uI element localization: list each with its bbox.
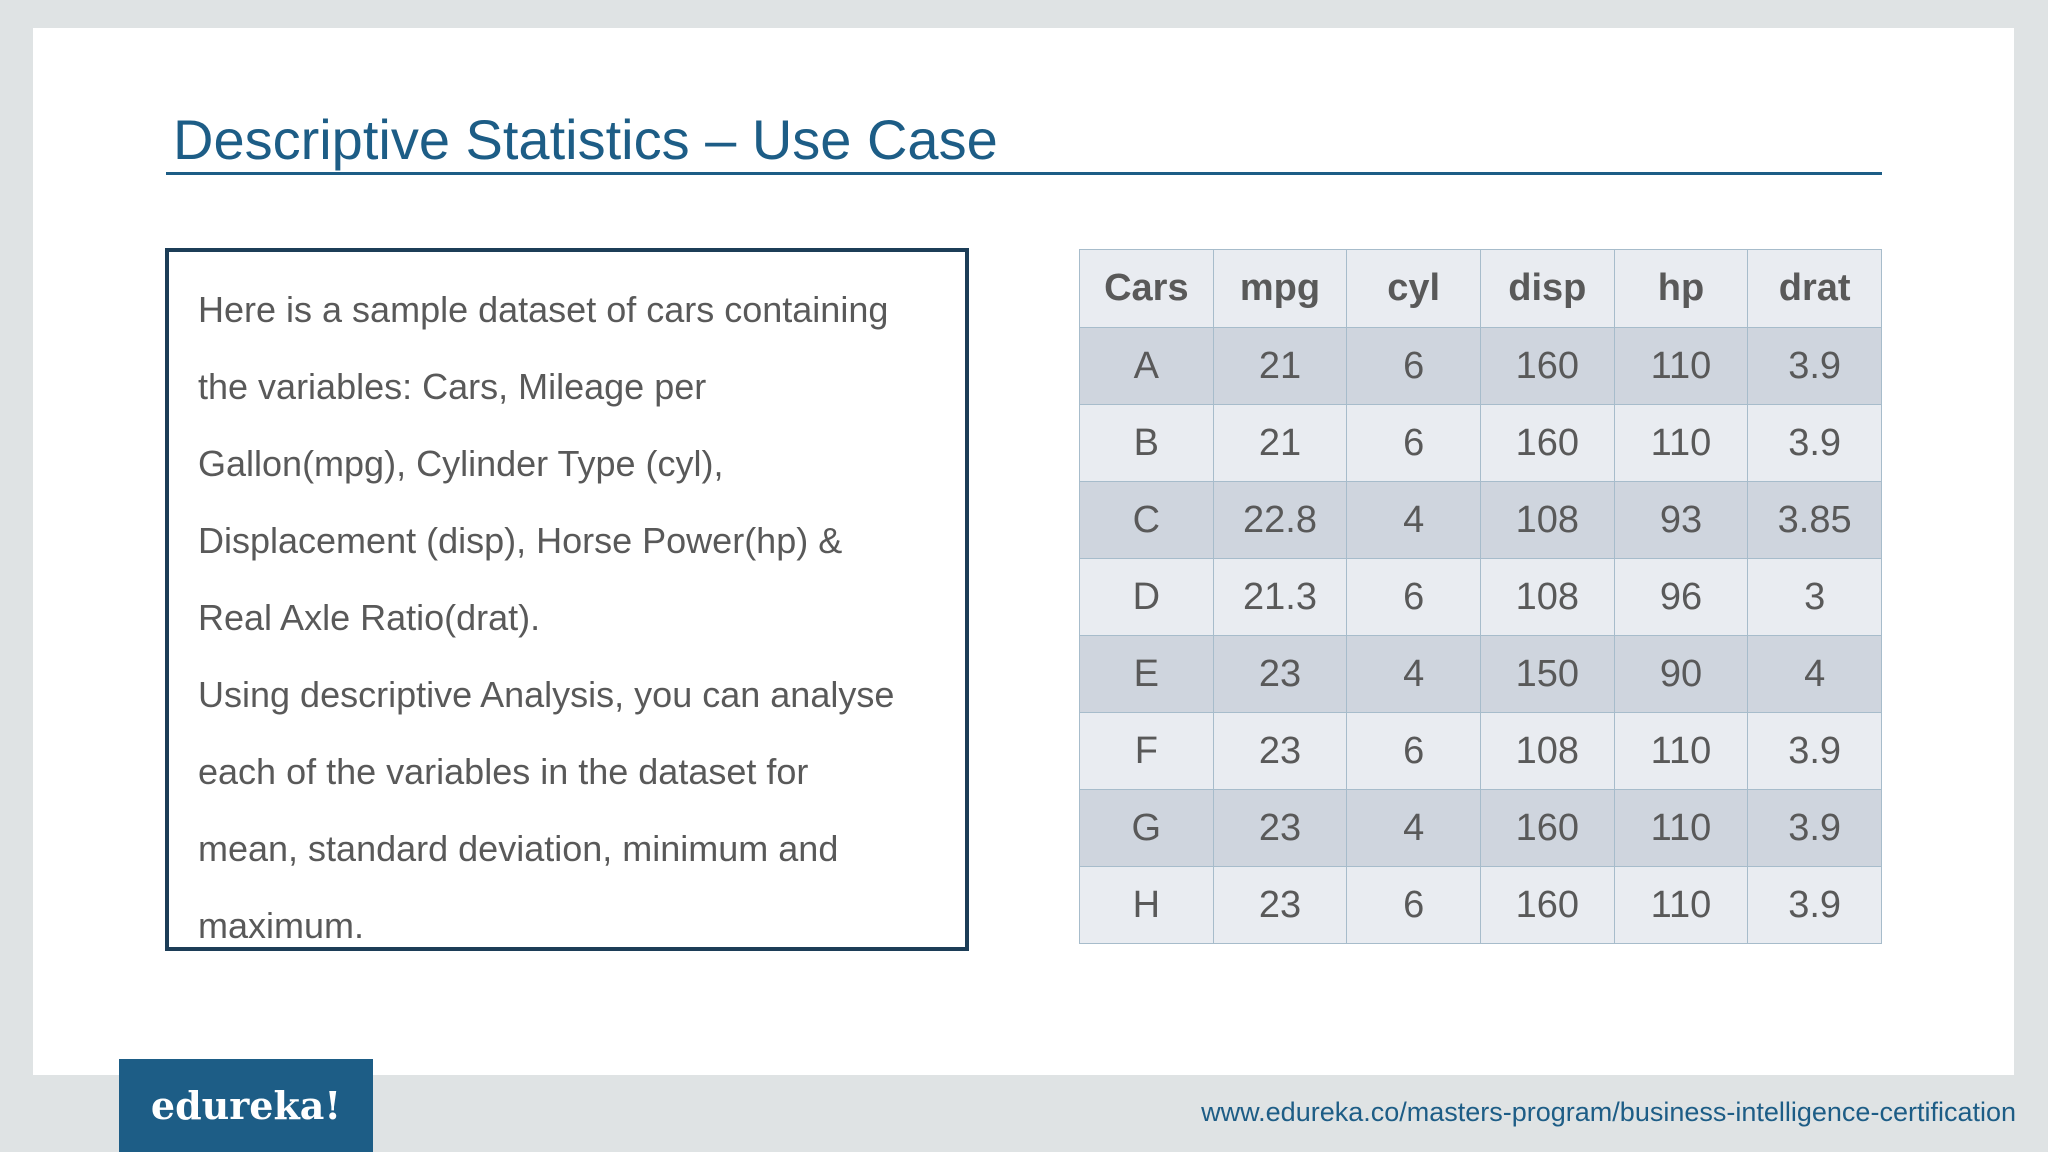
table-cell: 4 — [1347, 636, 1481, 713]
table-cell: 93 — [1614, 482, 1748, 559]
table-cell: 96 — [1614, 559, 1748, 636]
slide-title: Descriptive Statistics – Use Case — [173, 108, 998, 171]
table-cell: C — [1080, 482, 1214, 559]
logo-text: edureka! — [150, 1083, 342, 1128]
table-cell: 3.9 — [1748, 328, 1882, 405]
table-cell: 6 — [1347, 713, 1481, 790]
table-cell: 108 — [1480, 482, 1614, 559]
table-cell: 110 — [1614, 790, 1748, 867]
table-cell: 6 — [1347, 328, 1481, 405]
table-cell: 23 — [1213, 713, 1347, 790]
table-cell: 110 — [1614, 713, 1748, 790]
table-cell: 160 — [1480, 867, 1614, 944]
footer-url-link[interactable]: www.edureka.co/masters-program/business-intelligence-certification — [1201, 1097, 2016, 1127]
table-cell: 22.8 — [1213, 482, 1347, 559]
table-row — [1080, 713, 1882, 790]
table-cell: F — [1080, 713, 1214, 790]
title-underline — [166, 172, 1882, 175]
table-cell: 90 — [1614, 636, 1748, 713]
table-cell: 3.9 — [1748, 867, 1882, 944]
table-cell: 4 — [1748, 636, 1882, 713]
description-line: each of the variables in the dataset for — [198, 751, 809, 792]
table-cell: 150 — [1480, 636, 1614, 713]
table-cell: 160 — [1480, 328, 1614, 405]
description-box — [165, 248, 969, 951]
table-cell: 3.85 — [1748, 482, 1882, 559]
description-line: mean, standard deviation, minimum and — [198, 828, 839, 869]
table-cell: 21 — [1213, 328, 1347, 405]
table-cell: 3.9 — [1748, 713, 1882, 790]
table-cell: 110 — [1614, 405, 1748, 482]
table-cell: 3.9 — [1748, 790, 1882, 867]
table-cell: 3 — [1748, 559, 1882, 636]
table-cell: 23 — [1213, 867, 1347, 944]
table-cell: A — [1080, 328, 1214, 405]
table-cell: 160 — [1480, 790, 1614, 867]
table-cell: 6 — [1347, 405, 1481, 482]
description-line: Displacement (disp), Horse Power(hp) & — [198, 520, 843, 561]
table-cell: B — [1080, 405, 1214, 482]
table-cell: 160 — [1480, 405, 1614, 482]
table-cell: 4 — [1347, 482, 1481, 559]
description-paragraph — [198, 271, 958, 964]
table-cell: E — [1080, 636, 1214, 713]
table-cell: 21.3 — [1213, 559, 1347, 636]
table-row — [1080, 482, 1882, 559]
cars-data-table — [1079, 249, 1882, 944]
table-cell: 110 — [1614, 328, 1748, 405]
description-line: Gallon(mpg), Cylinder Type (cyl), — [198, 443, 724, 484]
header-cell-disp: disp — [1480, 250, 1614, 328]
table-row — [1080, 328, 1882, 405]
table-cell: 6 — [1347, 867, 1481, 944]
header-cell-hp: hp — [1614, 250, 1748, 328]
description-line: Here is a sample dataset of cars containing — [198, 289, 889, 330]
table-cell: 3.9 — [1748, 405, 1882, 482]
header-cell-mpg: mpg — [1213, 250, 1347, 328]
table-cell: 6 — [1347, 559, 1481, 636]
table-row — [1080, 867, 1882, 944]
table-cell: 23 — [1213, 636, 1347, 713]
table-row — [1080, 405, 1882, 482]
description-line: Real Axle Ratio(drat). — [198, 597, 541, 638]
table-cell: D — [1080, 559, 1214, 636]
table-cell: 108 — [1480, 713, 1614, 790]
table-cell: G — [1080, 790, 1214, 867]
table-cell: 110 — [1614, 867, 1748, 944]
table-row — [1080, 636, 1882, 713]
description-line: the variables: Cars, Mileage per — [198, 366, 707, 407]
table-row — [1080, 559, 1882, 636]
table-cell: 4 — [1347, 790, 1481, 867]
header-cell-cyl: cyl — [1347, 250, 1481, 328]
table-cell: 108 — [1480, 559, 1614, 636]
table-row — [1080, 790, 1882, 867]
edureka-logo — [119, 1059, 373, 1152]
header-cell-drat: drat — [1748, 250, 1882, 328]
header-cell-cars: Cars — [1080, 250, 1214, 328]
description-line: Using descriptive Analysis, you can analyse — [198, 674, 895, 715]
table-cell: 23 — [1213, 790, 1347, 867]
table-cell: H — [1080, 867, 1214, 944]
table-cell: 21 — [1213, 405, 1347, 482]
table-header-row — [1080, 250, 1882, 328]
description-line: maximum. — [198, 905, 365, 946]
